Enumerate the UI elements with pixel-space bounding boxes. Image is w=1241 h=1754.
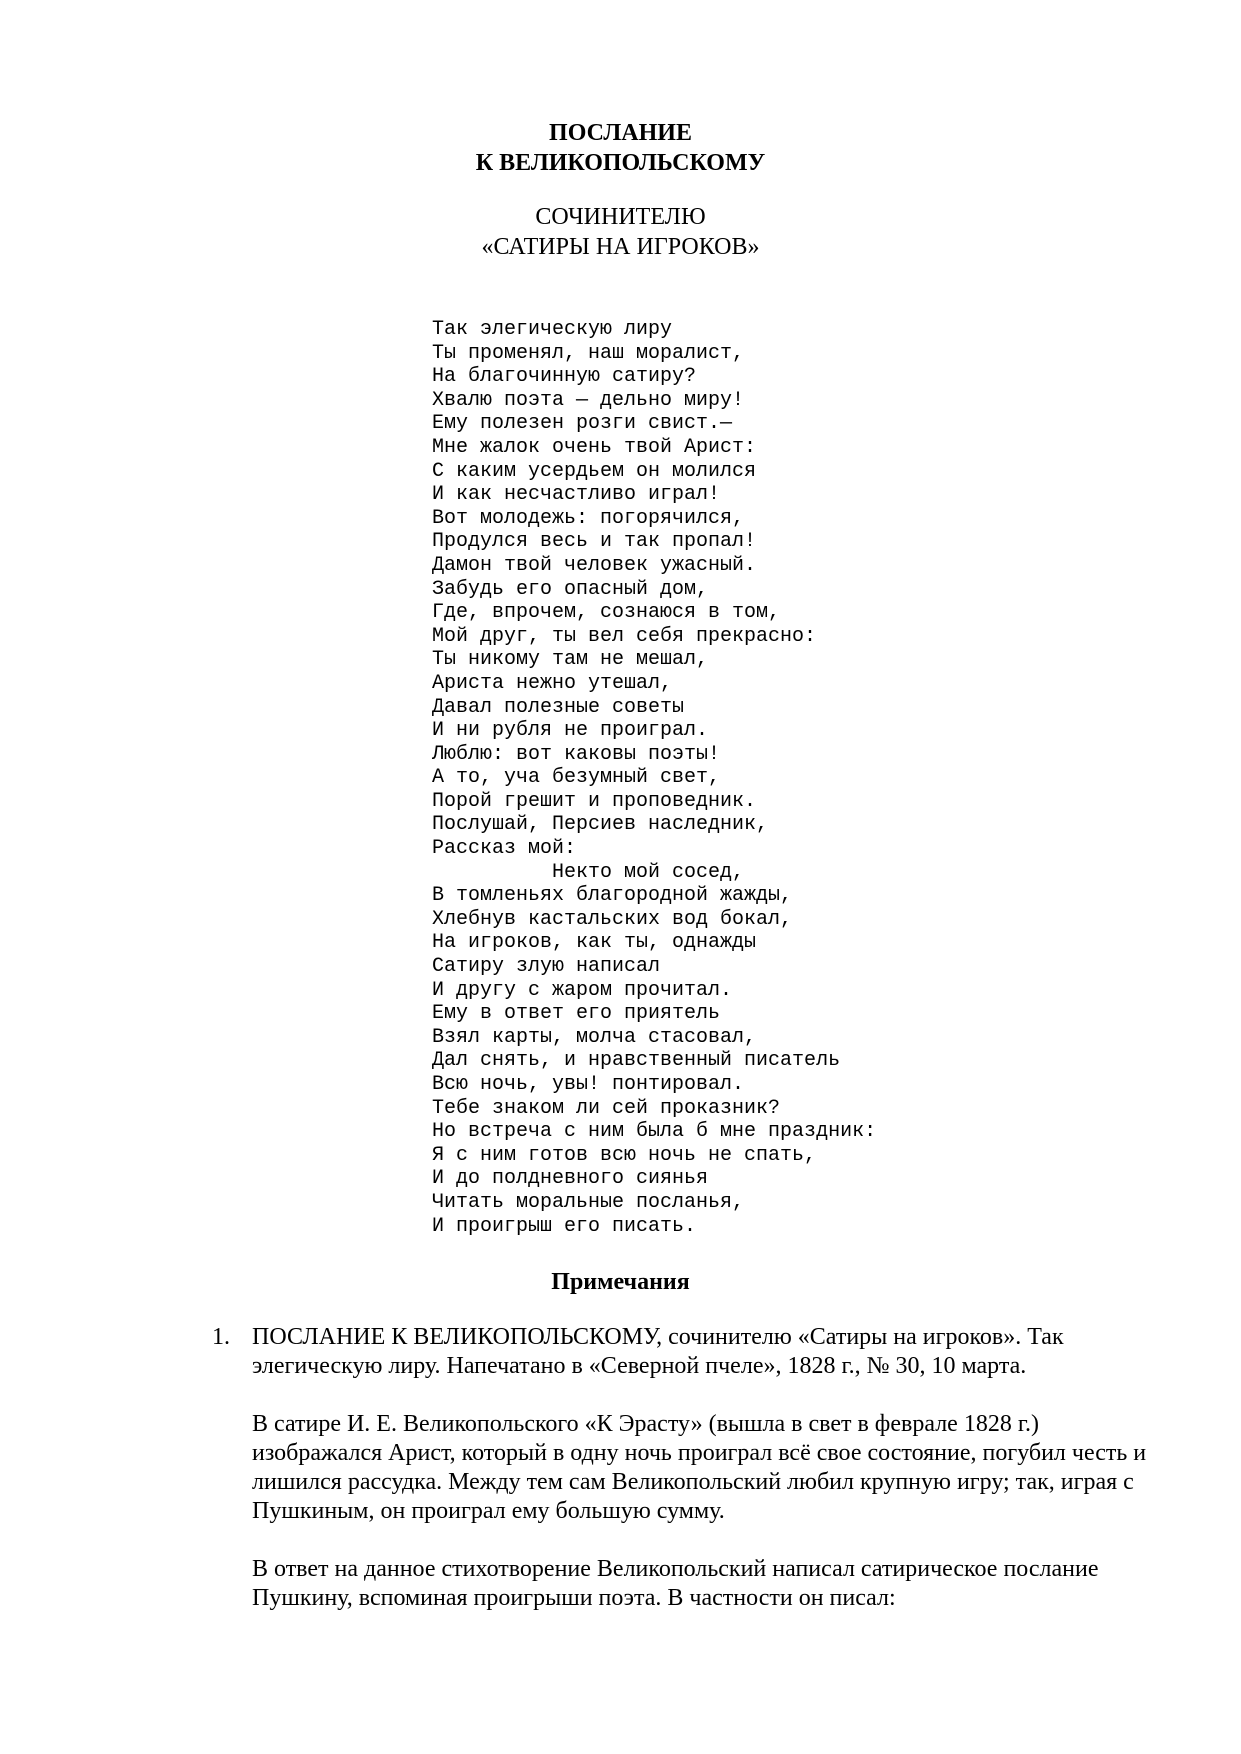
poem-line: Так элегическую лиру (432, 318, 673, 341)
poem-line: Ему полезен розги свист.— (432, 412, 733, 436)
title-line-2: К ВЕЛИКОПОЛЬСКОМУ (475, 150, 766, 176)
poem-line: С каким усердьем он молился (432, 459, 757, 483)
poem-line: На игроков, как ты, однажды (432, 931, 757, 955)
poem-text (432, 318, 876, 1238)
poem-line: Некто мой сосед, (432, 860, 745, 884)
poem-line: И проигрыш его писать. (432, 1214, 697, 1238)
poem-line: Дал снять, и нравственный писатель (432, 1049, 841, 1073)
subtitle-line-1: СОЧИНИТЕЛЮ (535, 204, 706, 230)
poem-line: Порой грешит и проповедник. (432, 789, 757, 813)
notes-list (212, 1323, 1152, 1642)
poem-line: И другу с жаром прочитал. (432, 978, 733, 1002)
note-item (212, 1323, 1152, 1613)
poem-line: И до полдневного сиянья (432, 1167, 709, 1191)
poem-line: И как несчастливо играл! (432, 483, 721, 507)
poem-line: Дамон твой человек ужасный. (432, 553, 757, 577)
poem-line: Сатиру злую написал (432, 955, 661, 979)
poem-line: Продулся весь и так пропал! (432, 530, 757, 554)
notes-heading: Примечания (551, 1269, 690, 1295)
poem-line: Где, впрочем, сознаюся в том, (432, 601, 781, 625)
poem-line: Вот молодежь: погорячился, (432, 506, 745, 530)
note-number: 1. (212, 1324, 230, 1350)
note-paragraph: В сатире И. Е. Великопольского «К Эрасту» (вышла в свет в феврале 1828 г.) изображался Арист, который в одну ночь проиграл всё свое состояние, погубил честь и лишился рассудка. Между тем сам Великопольский любил крупную игру; так, играя с Пушкиным, он проиграл ему большую сумму. (252, 1411, 1147, 1524)
poem-line: Мне жалок очень твой Арист: (432, 435, 757, 459)
poem-line: Мой друг, ты вел себя прекрасно: (432, 624, 817, 648)
subtitle-line-2: «САТИРЫ НА ИГРОКОВ» (481, 234, 760, 260)
poem-line: А то, уча безумный свет, (432, 766, 721, 790)
poem-line: Ты променял, наш моралист, (432, 341, 745, 365)
poem-line: Люблю: вот каковы поэты! (432, 742, 721, 766)
title-line-1: ПОСЛАНИЕ (549, 120, 692, 146)
poem-line: Хвалю поэта — дельно миру! (432, 388, 745, 412)
poem-line: Ему в ответ его приятель (432, 1002, 721, 1026)
poem-line: Всю ночь, увы! понтировал. (432, 1073, 745, 1096)
note-paragraph: ПОСЛАНИЕ К ВЕЛИКОПОЛЬСКОМУ, сочинителю «Сатиры на игроков». Так элегическую лиру. Напечатано в «Северной пчеле», 1828 г., № 30, 10 марта. (252, 1324, 1064, 1379)
poem-line: Тебе знаком ли сей проказник? (432, 1096, 781, 1120)
poem-line: Ты никому там не мешал, (432, 648, 709, 672)
note-paragraph: В ответ на данное стихотворение Великопольский написал сатирическое послание Пушкину, вспоминая проигрыши поэта. В частности он писал: (252, 1556, 1099, 1611)
poem-line: В томленьях благородной жажды, (432, 884, 793, 908)
page-title (0, 118, 1241, 178)
poem-line: Взял карты, молча стасовал, (432, 1025, 757, 1049)
poem-line: Я с ним готов всю ночь не спать, (432, 1143, 817, 1167)
poem-line: Забудь его опасный дом, (432, 577, 709, 601)
note-body (252, 1323, 1152, 1613)
poem-line: Но встреча с ним была б мне праздник: (432, 1120, 877, 1144)
poem-line: Рассказ мой: (432, 837, 577, 861)
poem-line: Читать моральные посланья, (432, 1190, 745, 1214)
poem-line: На благочинную сатиру? (432, 365, 697, 389)
poem-line: Давал полезные советы (432, 695, 685, 719)
poem-line: И ни рубля не проиграл. (432, 719, 709, 743)
poem-line: Хлебнув кастальских вод бокал, (432, 907, 793, 931)
page-subtitle (0, 202, 1241, 262)
poem-line: Ариста нежно утешал, (432, 671, 673, 695)
poem-line: Послушай, Персиев наследник, (432, 813, 769, 837)
